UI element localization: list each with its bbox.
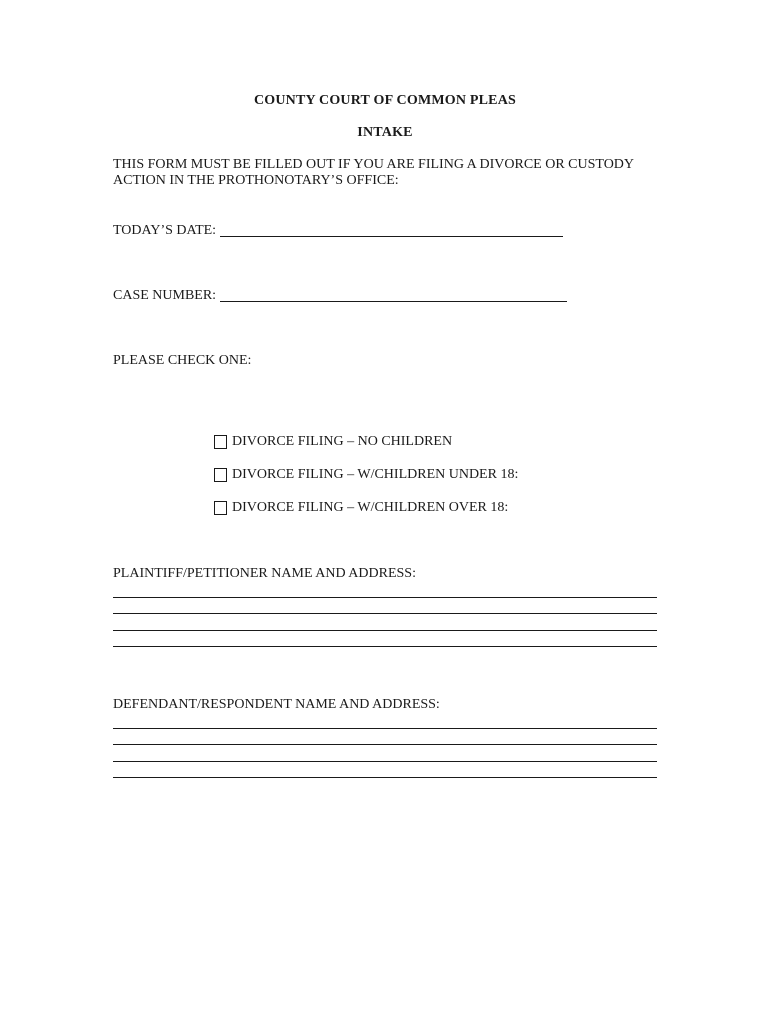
plaintiff-address-line[interactable] [113, 630, 657, 631]
plaintiff-address-line[interactable] [113, 613, 657, 614]
option-label: DIVORCE FILING – NO CHILDREN [232, 434, 453, 449]
defendant-address-line[interactable] [113, 744, 657, 745]
plaintiff-address-line[interactable] [113, 646, 657, 647]
instruction-line-2: ACTION IN THE PROTHONOTARY’S OFFICE: [113, 173, 399, 188]
defendant-address-line[interactable] [113, 777, 657, 778]
option-label: DIVORCE FILING – W/CHILDREN UNDER 18: [232, 467, 519, 482]
instructions [113, 157, 634, 189]
todays-date-label: TODAY’S DATE: [113, 223, 217, 238]
court-title: COUNTY COURT OF COMMON PLEAS [253, 93, 517, 108]
instruction-line-1: THIS FORM MUST BE FILLED OUT IF YOU ARE FILING A DIVORCE OR CUSTODY [113, 157, 635, 172]
case-number-label: CASE NUMBER: [113, 288, 217, 303]
defendant-label: DEFENDANT/RESPONDENT NAME AND ADDRESS: [113, 697, 440, 712]
plaintiff-label: PLAINTIFF/PETITIONER NAME AND ADDRESS: [113, 566, 416, 581]
form-title: INTAKE [357, 125, 413, 140]
case-number-input[interactable] [220, 287, 567, 302]
option-label: DIVORCE FILING – W/CHILDREN OVER 18: [232, 500, 509, 515]
option-divorce-no-children[interactable] [214, 434, 452, 450]
defendant-address-line[interactable] [113, 728, 657, 729]
checkbox-divorce-no-children[interactable] [214, 435, 227, 449]
checkbox-divorce-children-under-18[interactable] [214, 468, 227, 482]
checkbox-divorce-children-over-18[interactable] [214, 501, 227, 515]
plaintiff-address-line[interactable] [113, 597, 657, 598]
check-one-label: PLEASE CHECK ONE: [113, 353, 252, 368]
todays-date-input[interactable] [220, 222, 563, 237]
option-divorce-children-under-18[interactable] [214, 467, 518, 483]
todays-date-field [113, 222, 563, 239]
case-number-field [113, 287, 567, 304]
option-divorce-children-over-18[interactable] [214, 500, 508, 516]
defendant-address-line[interactable] [113, 761, 657, 762]
